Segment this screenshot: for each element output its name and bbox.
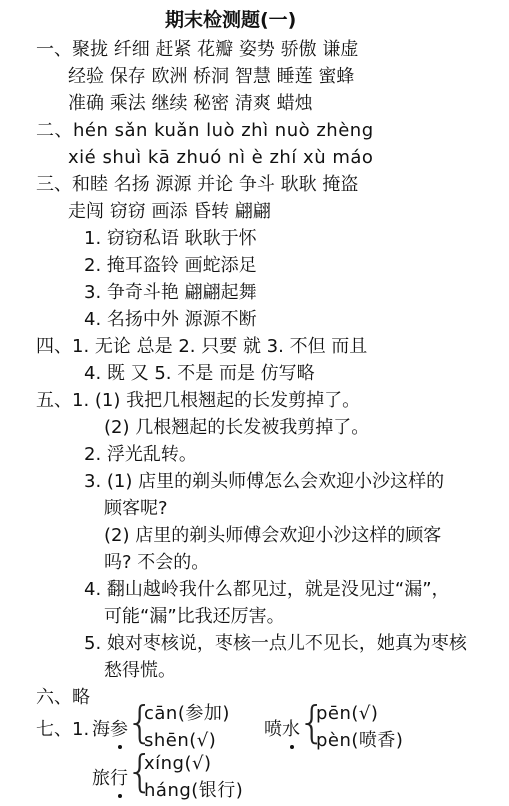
answer-line: 吗? 不会的。 bbox=[104, 552, 210, 573]
answer-line: xié shuì kā zhuó nì è zhí xù máo bbox=[68, 147, 374, 168]
polyphone-word: 旅行 bbox=[92, 768, 128, 789]
polyphone-reading: háng(银行) bbox=[144, 780, 244, 801]
brace-icon: { bbox=[298, 697, 326, 748]
answer-line: 六、略 bbox=[36, 687, 90, 708]
answer-line: 可能“漏”比我还厉害。 bbox=[104, 606, 285, 627]
polyphone-reading: shēn(√) bbox=[144, 730, 217, 751]
answer-line: 4. 翻山越岭我什么都见过，就是没见过“漏”， bbox=[84, 579, 450, 600]
answer-line: 三、和睦 名扬 源源 并论 争斗 耿耿 掩盗 bbox=[36, 174, 359, 195]
polyphone-word: 海参 bbox=[92, 719, 128, 740]
answer-line: 一、聚拢 纤细 赶紧 花瓣 姿势 骄傲 谦虚 bbox=[36, 39, 359, 60]
answer-line: 4. 既 又 5. 不是 而是 仿写略 bbox=[84, 363, 315, 384]
answer-line: 5. 娘对枣核说，枣核一点儿不见长，她真为枣核 bbox=[84, 633, 467, 654]
answer-line: 3. 争奇斗艳 翩翩起舞 bbox=[84, 282, 257, 303]
answer-line: 2. 掩耳盗铃 画蛇添足 bbox=[84, 255, 257, 276]
answer-line: 四、1. 无论 总是 2. 只要 就 3. 不但 而且 bbox=[36, 336, 368, 357]
section-7-prefix: 七、1. bbox=[36, 719, 90, 740]
answer-line: 经验 保存 欧洲 桥洞 智慧 睡莲 蜜蜂 bbox=[68, 66, 355, 87]
answer-line: 3. (1) 店里的剃头师傅怎么会欢迎小沙这样的 bbox=[84, 471, 445, 492]
emphasis-dot bbox=[290, 745, 294, 749]
emphasis-dot bbox=[118, 794, 122, 798]
polyphone-reading: pèn(喷香) bbox=[316, 730, 404, 751]
answer-line: 走闯 窃窃 画添 昏转 翩翩 bbox=[68, 201, 271, 222]
brace-icon: { bbox=[126, 697, 154, 748]
polyphone-reading: xíng(√) bbox=[144, 753, 212, 774]
answer-line: 2. 浮光乱转。 bbox=[84, 444, 197, 465]
answer-line: (2) 店里的剃头师傅会欢迎小沙这样的顾客 bbox=[104, 525, 442, 546]
answer-line: (2) 几根翘起的长发被我剪掉了。 bbox=[104, 417, 370, 438]
answer-line: 愁得慌。 bbox=[104, 660, 176, 681]
answer-line: 1. 窃窃私语 耿耿于怀 bbox=[84, 228, 257, 249]
answer-line: 顾客呢? bbox=[104, 498, 168, 519]
polyphone-word: 喷水 bbox=[264, 719, 300, 740]
brace-icon: { bbox=[126, 746, 154, 797]
answer-line: 准确 乘法 继续 秘密 清爽 蜡烛 bbox=[68, 93, 313, 114]
polyphone-reading: cān(参加) bbox=[144, 703, 230, 724]
page-title: 期末检测题(一) bbox=[165, 9, 297, 31]
emphasis-dot bbox=[118, 745, 122, 749]
answer-line: 4. 名扬中外 源源不断 bbox=[84, 309, 257, 330]
answer-line: 二、hén sǎn kuǎn luò zhì nuò zhèng bbox=[36, 120, 374, 141]
polyphone-reading: pēn(√) bbox=[316, 703, 379, 724]
answer-line: 五、1. (1) 我把几根翘起的长发剪掉了。 bbox=[36, 390, 361, 411]
